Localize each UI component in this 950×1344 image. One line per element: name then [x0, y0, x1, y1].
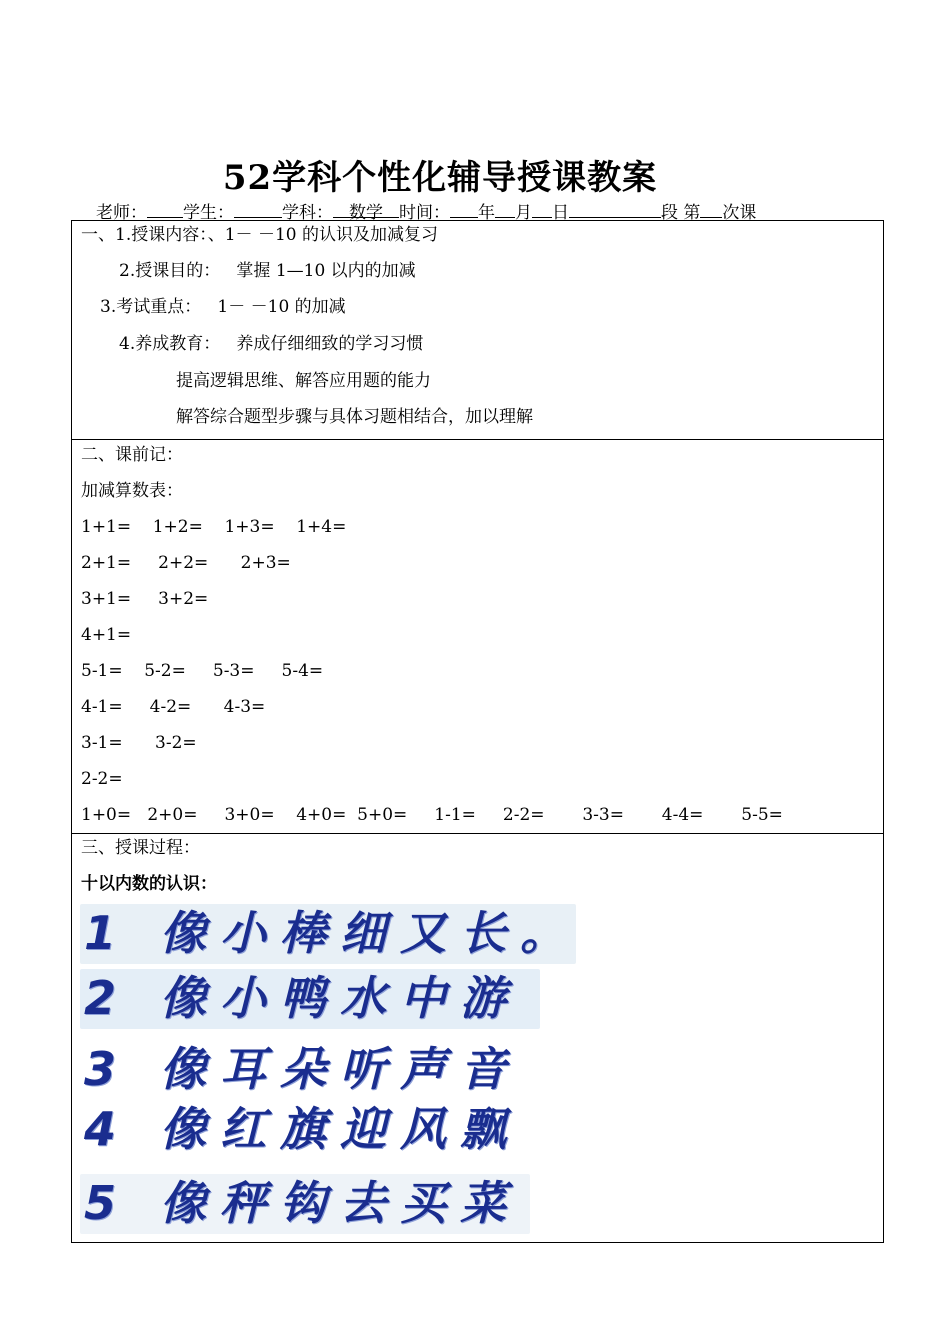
section-subheading: 加减算数表： — [81, 481, 183, 501]
segment-label: 段 — [661, 203, 678, 223]
key-point-line: 3.考试重点： 1－ －10 的加减 — [100, 297, 346, 317]
section-subheading: 十以内数的认识： — [81, 874, 217, 894]
subject-label: 学科： — [282, 203, 333, 223]
month-label: 月 — [515, 203, 532, 223]
teacher-label: 老师： — [96, 203, 147, 223]
arithmetic-row: 4+1= — [81, 625, 132, 645]
day-label: 日 — [552, 203, 569, 223]
segment-blank[interactable] — [569, 198, 661, 218]
rhyme-row — [80, 1174, 530, 1234]
arithmetic-row: 1+0= 2+0= 3+0= 4+0= 5+0= 1-1= 2-2= 3-3= 4-4= 5-5= — [81, 805, 783, 825]
month-blank[interactable] — [495, 198, 515, 218]
teacher-blank[interactable] — [147, 198, 183, 218]
year-label: 年 — [478, 203, 495, 223]
year-blank[interactable] — [450, 198, 478, 218]
student-label: 学生： — [183, 203, 234, 223]
habit-line: 4.养成教育： 养成仔细细致的学习习惯 — [119, 334, 424, 354]
day-blank[interactable] — [532, 198, 552, 218]
rhyme-text: 1 像小棒细又长。 — [84, 906, 581, 960]
section-teaching-process — [72, 834, 883, 1242]
lesson-number-blank[interactable] — [700, 198, 722, 218]
lesson-plan-table — [71, 220, 884, 1243]
lesson-suffix: 次课 — [722, 203, 757, 223]
time-label: 时间： — [399, 203, 450, 223]
arithmetic-row: 5-1= 5-2= 5-3= 5-4= — [81, 661, 324, 681]
arithmetic-row: 2-2= — [81, 769, 123, 789]
content-line: 一、1.授课内容：、1－ －10 的认识及加减复习 — [81, 225, 438, 245]
rhyme-row — [80, 969, 540, 1029]
section-lesson-content — [72, 221, 883, 440]
arithmetic-row: 2+1= 2+2= 2+3= — [81, 553, 291, 573]
arithmetic-row: 4-1= 4-2= 4-3= — [81, 697, 266, 717]
section-heading: 二、课前记： — [81, 445, 183, 465]
student-blank[interactable] — [234, 198, 282, 218]
rhyme-text: 4 像红旗迎风飘 — [84, 1102, 521, 1156]
rhyme-text: 3 像耳朵听声音 — [84, 1042, 521, 1096]
section-pre-class — [72, 440, 883, 834]
rhyme-row — [80, 1100, 524, 1160]
section-heading: 三、授课过程： — [81, 838, 200, 858]
goal-line: 2.授课目的： 掌握 1—10 以内的加减 — [119, 261, 416, 281]
arithmetic-row: 3-1= 3-2= — [81, 733, 197, 753]
lesson-prefix: 第 — [683, 203, 701, 223]
habit-line-3: 解答综合题型步骤与具体习题相结合，加以理解 — [176, 407, 533, 427]
subject-value[interactable]: 数学 — [333, 198, 399, 218]
habit-line-2: 提高逻辑思维、解答应用题的能力 — [176, 371, 431, 391]
rhyme-text: 2 像小鸭水中游 — [84, 971, 521, 1025]
page-title: 52学科个性化辅导授课教案 — [222, 158, 658, 198]
rhyme-row — [80, 904, 581, 964]
arithmetic-row: 1+1= 1+2= 1+3= 1+4= — [81, 517, 347, 537]
arithmetic-row: 3+1= 3+2= — [81, 589, 209, 609]
rhyme-text: 5 像秤钩去买菜 — [84, 1176, 521, 1230]
rhyme-row — [80, 1040, 524, 1100]
